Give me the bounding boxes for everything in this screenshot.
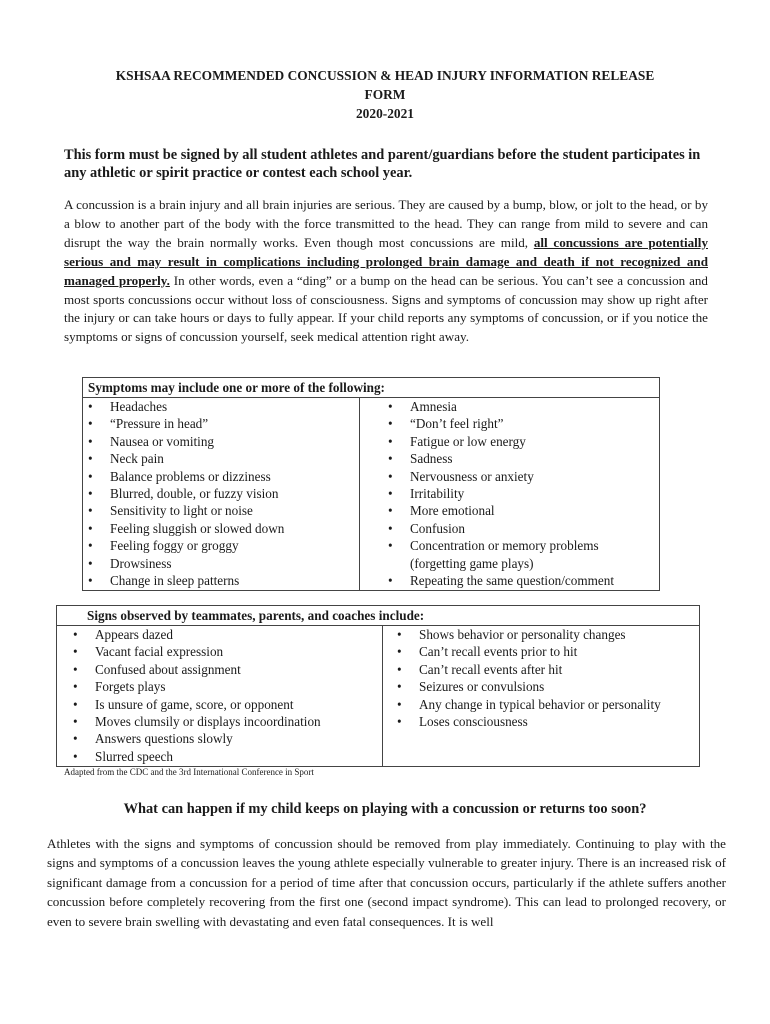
list-item: • Feeling sluggish or slowed down <box>88 520 284 537</box>
list-item: • Shows behavior or personality changes <box>397 626 661 643</box>
signs-right-list <box>397 626 661 730</box>
list-item: • Drowsiness <box>88 555 284 572</box>
list-item: • Moves clumsily or displays incoordination <box>73 713 321 730</box>
list-item: • Change in sleep patterns <box>88 572 284 589</box>
symptoms-heading: Symptoms may include one or more of the following: <box>88 380 385 395</box>
section-heading: What can happen if my child keeps on playing with a concussion or returns too soon? <box>123 801 647 817</box>
list-item: • Slurred speech <box>73 748 321 765</box>
list-item: • Balance problems or dizziness <box>88 468 284 485</box>
list-item: • Repeating the same question/comment <box>388 572 614 589</box>
signature-requirement: This form must be signed by all student athletes and parent/guardians before the student participates in any athletic or spirit practice or contest each school year. <box>64 147 701 181</box>
list-item: • Fatigue or low energy <box>388 433 614 450</box>
list-item: • Feeling foggy or groggy <box>88 537 284 554</box>
list-item: • Forgets plays <box>73 678 321 695</box>
list-item: • Nausea or vomiting <box>88 433 284 450</box>
list-item: • “Pressure in head” <box>88 415 284 432</box>
list-item: • Sadness <box>388 450 614 467</box>
symptoms-right-list <box>388 398 614 589</box>
title-line-2: FORM <box>364 87 406 102</box>
list-item: • Sensitivity to light or noise <box>88 502 284 519</box>
list-item: • Blurred, double, or fuzzy vision <box>88 485 284 502</box>
concussion-description-paragraph <box>64 196 708 347</box>
signs-table <box>56 605 700 767</box>
list-item-continuation: (forgetting game plays) <box>410 555 534 571</box>
title-line-3: 2020-2021 <box>355 106 415 121</box>
signs-left-list <box>73 626 321 765</box>
list-item: • Loses consciousness <box>397 713 661 730</box>
list-item: • Any change in typical behavior or personality <box>397 696 661 713</box>
symptoms-table <box>82 377 660 591</box>
source-note: Adapted from the CDC and the 3rd International Conference in Sport <box>64 767 314 777</box>
signs-heading: Signs observed by teammates, parents, and coaches include: <box>87 608 425 623</box>
symptoms-left-list <box>88 398 284 589</box>
list-item <box>388 537 614 572</box>
list-item: • Is unsure of game, score, or opponent <box>73 696 321 713</box>
list-item: • Headaches <box>88 398 284 415</box>
title-line-1: KSHSAA RECOMMENDED CONCUSSION & HEAD INJURY INFORMATION RELEASE <box>115 68 655 83</box>
list-item: • Appears dazed <box>73 626 321 643</box>
paragraph1-emphasis: all concussions are potentially serious and may result in complications including prolonged brain damage and death if not recognized and managed properly. <box>64 234 708 288</box>
paragraph1-part1: A concussion is a brain injury and all brain injuries are serious. They are caused by a bump, blow, or jolt to the head, or by a blow to another part of the body with the force transmitted to the head. They can range from mild to severe and can disrupt the way the brain normally works. Even though most concussions are mild, <box>64 197 708 250</box>
list-item: • “Don’t feel right” <box>388 415 614 432</box>
form-title <box>60 66 710 123</box>
list-item: • Amnesia <box>388 398 614 415</box>
risk-paragraph: Athletes with the signs and symptoms of concussion should be removed from play immediately. Continuing to play with the signs and symptoms of a concussion leaves the young athlete especially vulnerable to greater injury. There is an increased risk of significant damage from a concussion for a period of time after that concussion occurs, particularly if the athlete suffers another concussion before completely recovering from the first one (second impact syndrome). This can lead to prolonged recovery, or even to severe brain swelling with devastating and even fatal consequences. It is well <box>47 836 726 929</box>
symptoms-column-divider <box>359 397 360 590</box>
paragraph1-part2: In other words, even a “ding” or a bump on the head can be serious. You can’t see a concussion and most sports concussions occur without loss of consciousness. Signs and symptoms of concussion may show up right after the injury or can take hours or days to fully appear. If your child reports any symptoms of concussion, or if you notice the symptoms or signs of concussion yourself, seek medical attention right away. <box>64 272 708 345</box>
list-item: • Nervousness or anxiety <box>388 468 614 485</box>
list-item: • Vacant facial expression <box>73 643 321 660</box>
list-item: • Can’t recall events prior to hit <box>397 643 661 660</box>
list-item: • Confusion <box>388 520 614 537</box>
list-item: • Can’t recall events after hit <box>397 661 661 678</box>
list-item: • Answers questions slowly <box>73 730 321 747</box>
list-item: • Neck pain <box>88 450 284 467</box>
list-item: • Seizures or convulsions <box>397 678 661 695</box>
signs-column-divider <box>382 625 383 766</box>
list-item: • Confused about assignment <box>73 661 321 678</box>
list-item-text: Concentration or memory problems <box>410 538 599 554</box>
list-item: • More emotional <box>388 502 614 519</box>
list-item: • Irritability <box>388 485 614 502</box>
